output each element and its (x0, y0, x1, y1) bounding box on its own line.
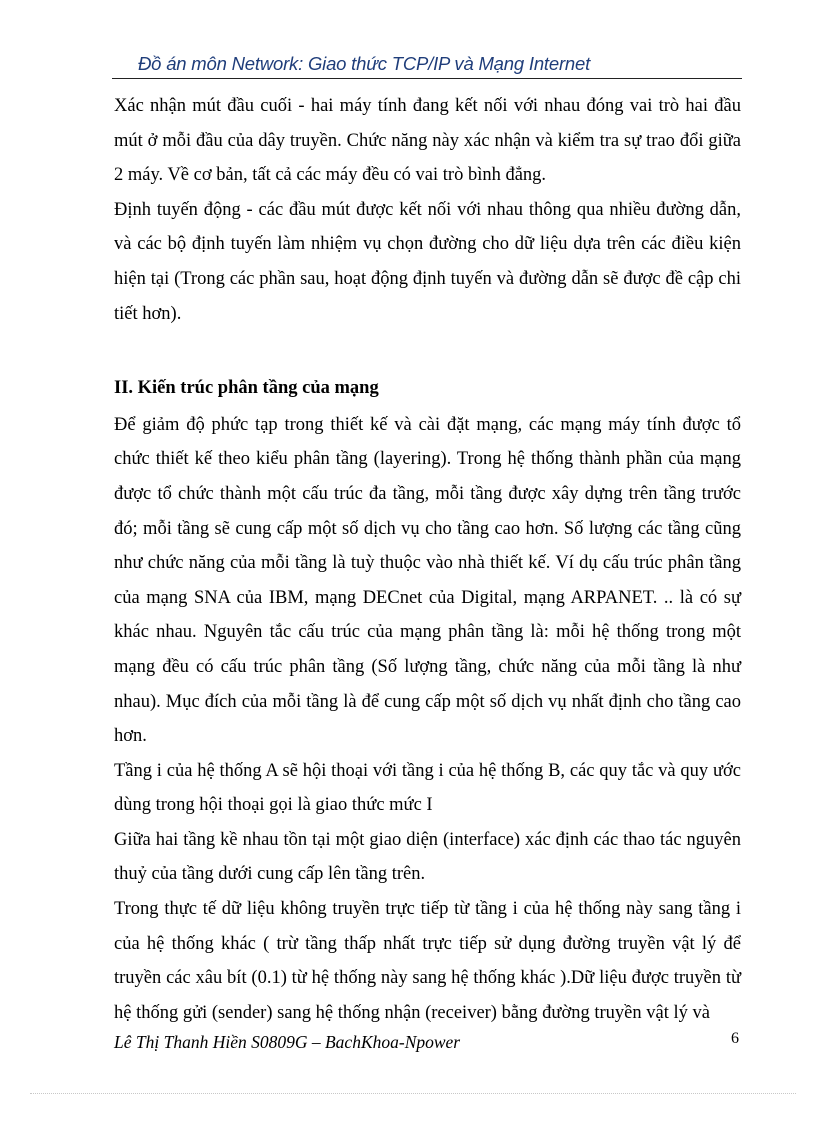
paragraph-data-transfer: Trong thực tế dữ liệu không truyền trực tiếp từ tầng i của hệ thống này sang tầng i của hệ thống khác ( trừ tầng thấp nhất trực tiếp sử dụng đường truyền vật lý để truyền các xâu bít (0.1) từ hệ thống này sang hệ thống khác ).Dữ liệu được truyền từ hệ thống gửi (sender) sang hệ thống nhận (receiver) bằng đường truyền vật lý và (114, 899, 741, 1023)
footer-author: Lê Thị Thanh Hiền S0809G – BachKhoa-Npower (114, 1032, 461, 1052)
paragraph-end-to-end: Xác nhận mút đầu cuối - hai máy tính đang kết nối với nhau đóng vai trò hai đầu mút ở mỗi đầu của dây truyền. Chức năng này xác nhận và kiểm tra sự trao đổi giữa 2 máy. Về cơ bản, tất cả các máy đều có vai trò bình đẳng. (114, 96, 741, 186)
paragraph-dynamic-routing: Định tuyến động - các đầu mút được kết nối với nhau thông qua nhiều đường dẫn, và các bộ định tuyến làm nhiệm vụ chọn đường cho dữ liệu dựa trên các điều kiện hiện tại (Trong các phần sau, hoạt động định tuyến và đường dẫn sẽ được đề cập chi tiết hơn). (114, 199, 741, 324)
spacer (114, 331, 741, 367)
section-heading: II. Kiến trúc phân tầng của mạng (114, 378, 379, 399)
paragraph-protocol: Tầng i của hệ thống A sẽ hội thoại với tầng i của hệ thống B, các quy tắc và quy ước dùng trong hội thoại gọi là giao thức mức I (114, 760, 741, 816)
page-number: 6 (731, 1030, 739, 1047)
paragraph-interface: Giữa hai tầng kề nhau tồn tại một giao diện (interface) xác định các thao tác nguyên thuỷ của tầng dưới cung cấp lên tầng trên. (114, 829, 741, 885)
page-bottom-divider (30, 1093, 796, 1094)
document-body (114, 89, 741, 1030)
header-title: Đồ án môn Network: Giao thức TCP/IP và Mạng Internet (138, 53, 591, 74)
paragraph-layering: Để giảm độ phức tạp trong thiết kế và cài đặt mạng, các mạng máy tính được tổ chức thiết kế theo kiểu phân tầng (layering). Trong hệ thống thành phần của mạng được tổ chức thành một cấu trúc đa tầng, mỗi tầng được xây dựng trên tầng trước đó; mỗi tầng sẽ cung cấp một số dịch vụ cho tầng cao hơn. Số lượng các tầng cũng như chức năng của mỗi tầng là tuỳ thuộc vào nhà thiết kế. Ví dụ cấu trúc phân tầng của mạng SNA của IBM, mạng DECnet của Digital, mạng ARPANET. .. là có sự khác nhau. Nguyên tắc cấu trúc của mạng phân tầng là: mỗi hệ thống trong một mạng đều có cấu trúc phân tầng (Số lượng tầng, chức năng của mỗi tầng là như nhau). Mục đích của mỗi tầng là để cung cấp một số dịch vụ nhất định cho tầng cao hơn. (114, 414, 741, 747)
page-header (112, 50, 742, 79)
